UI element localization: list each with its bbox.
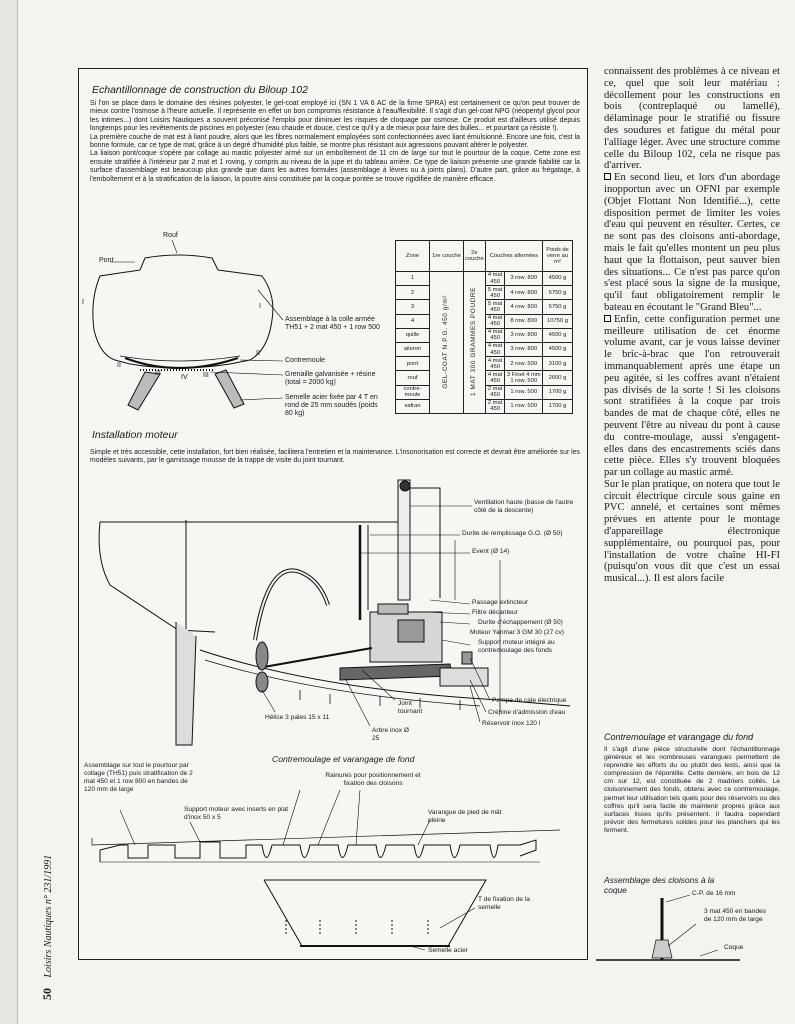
label-zone-iii-left: III	[155, 370, 161, 377]
publication-name: Loisirs Nautiques n° 231/1991	[43, 854, 54, 978]
label-reservoir: Réservoir inox 120 l	[482, 720, 541, 727]
table-cell: 3	[396, 300, 430, 314]
paragraph-text: En second lieu, et lors d'un abordage inopportun avec un OFNI par exemple (Objet Flottant Non Identifié...), cette disposition permet de limiter les voies d'eau qui peuvent en résulter. Certes, ce ne sont pas des cloisons anti-abordage, mais le fait qu'elles montent un peu plus haut que la flottaison, peut sauver bien des situations... Ce n'est pas parce qu'on s'est placé sous la signe de la musique, qu'il faut obligatoirement remplir le bateau en écoutant le "Grand Bleu"...	[604, 172, 780, 313]
paragraph-text: connaissent des problèmes à ce niveau et ce, quel que soit leur matériau : décollement pour les constructions en bois (contreplaqué ou lamellé), délaminage pour le stratifié ou fissure des soudures et fatigue du métal pour l'alliage léger. Avec une structure comme celle du Biloup 102, cela ne risque pas d'arriver.	[604, 66, 780, 172]
label-semelle: Semelle acier fixée par 4 T en rond de 25 mm soudés (poids 80 kg)	[285, 394, 378, 417]
table-cell: 3 row. 800	[505, 342, 543, 356]
table-header: Couches alternées	[485, 241, 542, 272]
intro-paragraph: La première couche de mat est à liant poudre, alors que les fibres normalement employées sont confectionnées avec liant émulsionné. Encore une fois, c'est la bonne formule, car ce type de mat, grâce à un degré d'humidité plus faible, se montre plus résistant aux agressions pouvant altérer le polyester.	[90, 133, 580, 150]
boxout-title: Echantillonnage de construction du Biloup 102	[92, 84, 308, 96]
label-cp: C-P. de 16 mm	[692, 890, 736, 897]
label-mat-bandes: 3 mat 450 en bandes de 120 mm de large	[704, 908, 766, 923]
table-cell: aileron	[396, 342, 430, 356]
label-zone-i-left: I	[82, 299, 84, 306]
second-layer-text: 1 MAT 300 GRAMMES POUDRE	[470, 286, 478, 396]
label-event: Event (Ø 14)	[472, 548, 510, 555]
label-zone-ii-right: II	[256, 350, 260, 357]
sidebar-text: Il s'agit d'une pièce structurelle dont l'échantillonnage généreux et les nombreuses varangues permettent de reprendre les efforts du ou plutôt des lests, ainsi que la compression de l'épontille. Cette dernière, en bois de 12 cm sur 12, est constituée de 2 madriers collés. Le cloisonnement des fonds, obtenu avec ce contremoulage, permet leur utilisation tels quels pour des réservoirs ou des coffres qu'il sera facile de maintenir propres grâce aux surfaces lisses qu'ils présentent. Il faudra cependant prévoir des fermetures solides pour les planchers qui les ferment.	[604, 746, 780, 834]
table-cell: 4500 g	[543, 272, 573, 286]
label-pont: Pont	[99, 257, 114, 264]
label-crepine: Crépine d'admission d'eau	[488, 709, 566, 716]
table-header: 1re couche	[430, 241, 464, 272]
table-cell: 2 mat 450	[485, 385, 505, 399]
table-cell: 3 row. 800	[505, 272, 543, 286]
table-cell: contre-moule	[396, 385, 430, 399]
table-cell: safran	[396, 399, 430, 413]
table-cell: 3 Finet 4 mm 1 row. 500	[506, 371, 541, 384]
label-support: Support moteur intégré au contremoulage des fonds	[478, 639, 555, 654]
table-cell: 4 mat 450	[485, 357, 505, 371]
intro-paragraph: La liaison pont/coque s'opère par collage au mastic polyester armé sur un emboîtement de 11 cm de large sur tout le pourtour de la coque. Cette zone est ensuite stratifiée à l'intérieur par 2 mat et 1 roving, y compris au niveau de la jupe et du tableau arrière. Ce type de liaison présente une grande fiabilité car la surface d'assemblage est beaucoup plus grande que dans les autres formules (assemblage à lèvres ou à joints plans). D'autre part, grâce au frégatage, à l'emboîtement et à la stratification de la liaison, la poutre ainsi constituée par la coque pontée se trouve rigidifiée de manière efficace.	[90, 150, 580, 183]
label-assemblage-pourtour: Assemblage sur tout le pourtour par collage (TH51) puis stratification de 2 mat 450 et 1 row 800 en bandes de 120 mm de large	[84, 762, 193, 793]
label-helice: Hélice 3 pales 15 x 11	[265, 714, 330, 721]
label-pompe: Pompe de cale électrique	[492, 697, 567, 704]
table-cell: 3100 g	[543, 357, 573, 371]
table-cell: 2600 g	[543, 371, 573, 385]
label-filtre: Filtre décanteur	[472, 609, 518, 616]
table-cell: 4500 g	[543, 342, 573, 356]
table-cell: pont	[396, 357, 430, 371]
table-cell: 5750 g	[543, 286, 573, 300]
label-t-fixation: T de fixation de la semelle	[478, 896, 530, 911]
table-cell: 5 mat 450	[485, 286, 505, 300]
table-cell: 4 row. 800	[505, 300, 543, 314]
label-arbre: Arbre inox Ø 25	[372, 727, 410, 742]
first-layer-text: GEL-COAT N.P.G. 450 g/m²	[442, 294, 450, 389]
table-cell: rouf	[396, 371, 430, 385]
label-semelle-acier: Semelle acier	[428, 947, 468, 954]
table-cell: 4 row. 800	[505, 286, 543, 300]
label-varangue: Varangue de pied de mât pleine	[428, 809, 502, 824]
table-cell: 4 mat 450	[485, 371, 505, 385]
paragraph-text: Sur le plan pratique, on notera que tout le circuit électrique circule sous gaine en PVC annelé, et certaines sont mêmes prévues en attente pour le montage d'appareillage électronique supplémentaire, ou pourquoi pas, pour l'installation de votre chaîne HI-FI (puisqu'on vous dit que c'est un essai musical...). Il est alors facile	[604, 478, 780, 585]
page-number: 50	[40, 988, 54, 1000]
label-passage: Passage extincteur	[472, 599, 529, 606]
table-cell: 2 mat 450	[485, 399, 505, 413]
table-cell: 1700 g	[543, 399, 573, 413]
table-cell: 5750 g	[543, 300, 573, 314]
table-cell: 4 mat 450	[485, 272, 505, 286]
table-cell: 4 mat 450	[485, 314, 505, 328]
label-joint: Joint tournant	[398, 700, 423, 715]
label-coque: Coque	[724, 944, 744, 951]
installation-text: Simple et très accessible, cette installation, fort bien réalisée, facilitera l'entretien et la maintenance. L'insonorisation est correcte et devrait être améliorée sur les modèles suivants, par le garnissage mousse de la trappe de visite du joint tournant.	[90, 449, 580, 465]
table-cell: 5 mat 450	[485, 300, 505, 314]
table-cell: 4500 g	[543, 328, 573, 342]
table-cell: 10750 g	[543, 314, 573, 328]
label-grenaille: Grenaille galvanisée + résine (total = 2000 kg)	[285, 371, 376, 386]
table-cell: 1700 g	[543, 385, 573, 399]
label-support-moteur: Support moteur avec inserts en plat d'inox 50 x 5	[184, 806, 289, 821]
table-cell: 3 row. 800	[505, 328, 543, 342]
label-zone-i-right: I	[259, 303, 261, 310]
table-header: Poids de verre au m²	[543, 241, 573, 272]
table-cell: 1	[396, 272, 430, 286]
label-zone-ii-left: II	[117, 362, 121, 369]
table-cell: 2	[396, 286, 430, 300]
table-cell: 4 mat 450	[485, 328, 505, 342]
intro-paragraph: Si l'on se place dans le domaine des résines polyester, le gel-coat employé ici (SN 1 VA 6 AC de la firme SPRA) est certainement ce qu'on peut trouver de mieux contre l'osmose à l'heure actuelle. Il représente en effet un bon compromis résistance à l'eau/flexibilité. Il s'agit d'un gel-coat NPG (néopentyl glycol pour les intimes...) dont Loisirs Nautiques a souvent préconisé l'emploi pour diminuer les risques de cloquage par osmose. Ce produit est d'ailleurs utilisé depuis longtemps pour les revêtements de piscines en polyester (eau chaude et douce, c'est ce qu'il y a de mieux pour faire des bulles... et pourtant ça résiste !).	[90, 100, 580, 133]
label-zone-iii-right: III	[203, 372, 209, 379]
table-cell: 1 row. 500	[505, 385, 543, 399]
table-cell: 4 mat 450	[485, 342, 505, 356]
sidebar-subtitle: Assemblage des cloisons à la coque	[604, 875, 715, 895]
label-assemblage: Assemblage à la colle armée TH51 + 2 mat 450 + 1 row 500	[285, 316, 380, 331]
table-cell: 2 row. 500	[505, 357, 543, 371]
label-durite-echappement: Durite d'échappement (Ø 50)	[478, 619, 563, 626]
table-cell: quille	[396, 328, 430, 342]
sidebar-title: Contremoulage et varangage du fond	[604, 732, 754, 742]
label-rainures: Rainures pour positionnement et fixation des cloisons	[325, 772, 421, 787]
table-cell: 1 row. 500	[505, 399, 543, 413]
label-durite-remplissage: Durite de remplissage G.O. (Ø 50)	[462, 530, 563, 537]
label-zone-iv: IV	[181, 374, 188, 381]
label-rouf: Rouf	[163, 232, 178, 239]
contremoulage-title: Contremoulage et varangage de fond	[272, 754, 415, 764]
label-moteur: Moteur Yanmar 3 GM 30 (27 cv)	[470, 629, 564, 636]
table-header: 2e couche	[464, 241, 486, 272]
paragraph-text: Enfin, cette configuration permet une meilleure utilisation de cet énorme volume avant, car je vous laisse deviner le bric-à-brac que l'on retrouverait immanquablement après une étape un peu agitée, si les coffres avant n'étaient pas divisés de la sorte ! Si les cloisons sont stratifiées à la coque par trois bandes de mat de chaque côté, elles ne peuvent l'être au niveau du pont à cause du contre-moulage, aussi s'engagent-elles dans des encastrements sciés dans cette pièce. Elles s'y trouvent bloquées par un collage au mastic armé.	[604, 313, 780, 479]
label-contremoule: Contremoule	[285, 357, 326, 364]
table-cell: 4	[396, 314, 430, 328]
label-ventilation: Ventilation haute (basse de l'autre côté de la descente)	[474, 499, 574, 514]
table-header: Zone	[396, 241, 430, 272]
table-cell: 8 row. 800	[505, 314, 543, 328]
installation-title: Installation moteur	[92, 429, 178, 441]
